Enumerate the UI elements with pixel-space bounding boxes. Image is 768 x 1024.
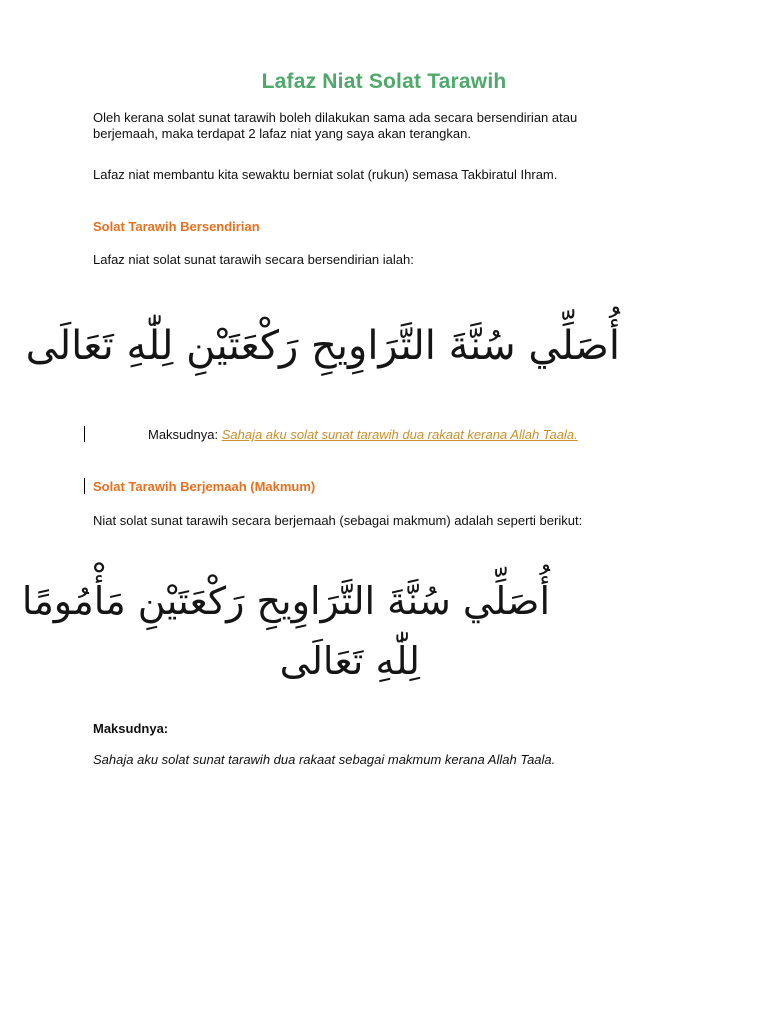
section-heading-berjemaah: Solat Tarawih Berjemaah (Makmum) [93,479,316,494]
second-paragraph: Lafaz niat membantu kita sewaktu berniat solat (rukun) semasa Takbiratul Ihram. [93,167,558,182]
text-cursor [84,426,85,442]
arabic-niat-berjemaah-line-2: لِلّٰهِ تَعَالَى [279,639,420,683]
section-1-description: Lafaz niat solat sunat tarawih secara bersendirian ialah: [93,252,414,267]
arabic-niat-berjemaah-line-1: أُصَلِّي سُنَّةَ التَّرَاوِيحِ رَكْعَتَيْنِ مَأْمُومًا [21,579,550,623]
intro-paragraph: Oleh kerana solat sunat tarawih boleh dilakukan sama ada secara bersendirian atau berjemaah, maka terdapat 2 lafaz niat yang saya akan terangkan. [93,110,578,141]
section-heading-bersendirian: Solat Tarawih Bersendirian [93,219,260,234]
meaning-label: Maksudnya: [148,427,222,442]
page-title: Lafaz Niat Solat Tarawih [261,70,507,93]
meaning-link[interactable]: Sahaja aku solat sunat tarawih dua rakaat kerana Allah Taala. [221,427,578,442]
text-cursor [84,478,85,494]
section-2-description: Niat solat sunat tarawih secara berjemaah (sebagai makmum) adalah seperti berikut: [93,513,583,528]
arabic-niat-bersendirian: أُصَلِّي سُنَّةَ التَّرَاوِيحِ رَكْعَتَيْنِ لِلّٰهِ تَعَالَى [25,323,620,369]
section-2-meaning-label: Maksudnya: [93,721,169,736]
section-1-meaning [148,427,708,443]
section-2-meaning-text: Sahaja aku solat sunat tarawih dua rakaat sebagai makmum kerana Allah Taala. [93,752,556,767]
